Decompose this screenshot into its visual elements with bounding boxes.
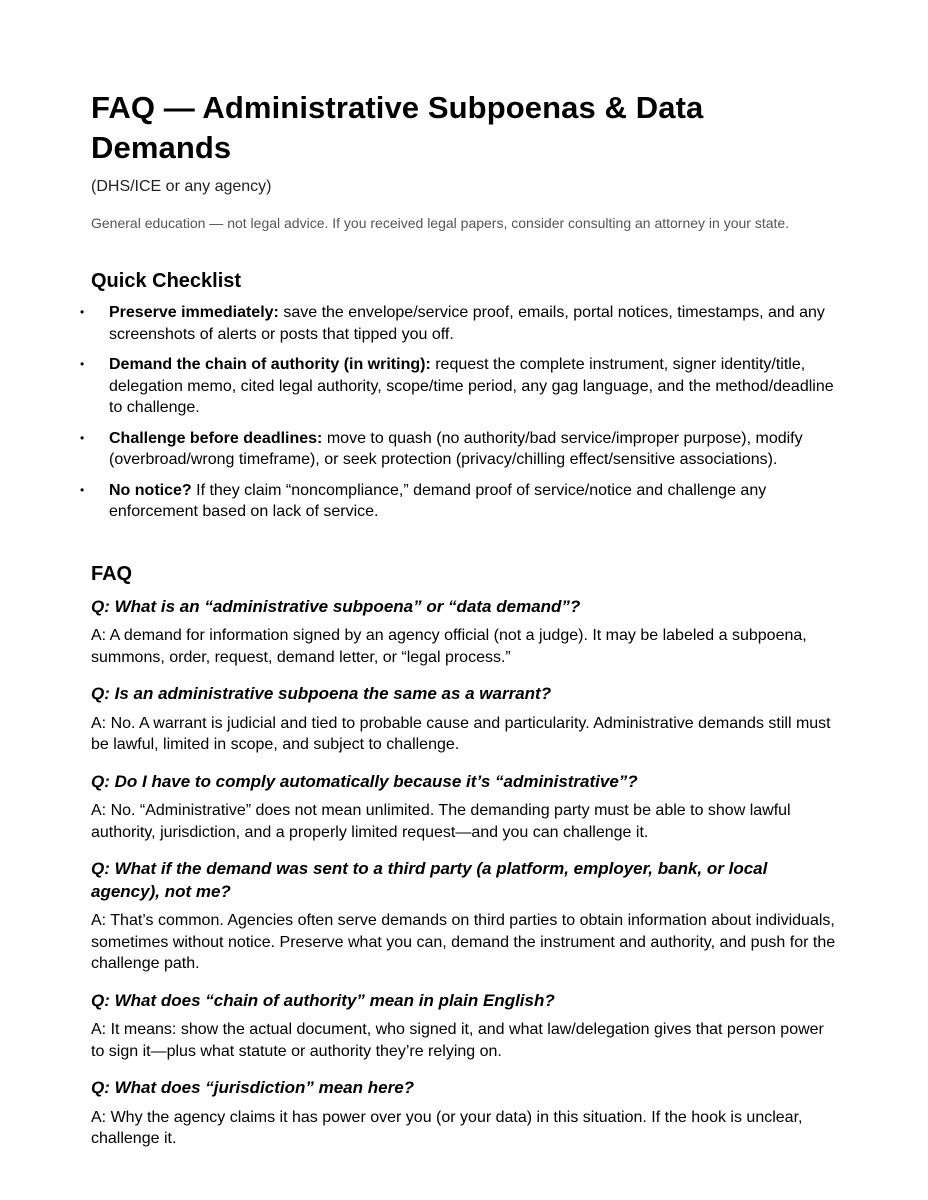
checklist-item-text: move to quash (no authority/bad service/improper purpose), modify (overbroad/wrong timeframe), or seek protection (privacy/chilling effect/sensitive associations). (109, 429, 803, 468)
bullet-icon: • (80, 357, 85, 371)
faq-item (91, 771, 840, 844)
faq-answer: A: It means: show the actual document, who signed it, and what law/delegation gives that person power to sign it—plus what statute or authority they’re relying on. (91, 1021, 824, 1060)
faq-question: Q: What if the demand was sent to a third party (a platform, employer, bank, or local agency), not me? (91, 859, 768, 901)
disclaimer-text: General education — not legal advice. If you received legal papers, consider consulting an attorney in your state. (91, 215, 790, 231)
page-title: FAQ — Administrative Subpoenas & Data Demands (91, 90, 704, 165)
faq-item (91, 1077, 840, 1150)
checklist (80, 302, 840, 523)
checklist-item-no-notice (80, 480, 840, 523)
page-subtitle: (DHS/ICE or any agency) (91, 178, 272, 195)
faq-heading: FAQ (91, 562, 133, 585)
faq-list (91, 596, 840, 1150)
checklist-item-preserve (80, 302, 840, 345)
faq-question: Q: What does “chain of authority” mean in plain English? (91, 990, 555, 1010)
faq-answer: A: Why the agency claims it has power over you (or your data) in this situation. If the hook is unclear, challenge it. (91, 1108, 803, 1147)
faq-item (91, 990, 840, 1063)
faq-answer: A: A demand for information signed by an agency official (not a judge). It may be labeled a subpoena, summons, order, request, demand letter, or “legal process.” (91, 627, 807, 666)
bullet-icon: • (80, 482, 85, 497)
checklist-item-text: save the envelope/service proof, emails, portal notices, timestamps, and any screenshots of alerts or posts that tipped you off. (109, 304, 825, 343)
faq-item (91, 683, 840, 756)
faq-item (91, 596, 840, 669)
faq-answer: A: That’s common. Agencies often serve demands on third parties to obtain information about individuals, sometimes without notice. Preserve what you can, demand the instrument and authority, and push for the challenge path. (91, 912, 836, 972)
checklist-item-text: If they claim “noncompliance,” demand proof of service/notice and challenge any enforcement based on lack of service. (109, 481, 767, 520)
faq-answer: A: No. A warrant is judicial and tied to probable cause and particularity. Administrative demands still must be lawful, limited in scope, and subject to challenge. (91, 714, 831, 753)
faq-question: Q: Do I have to comply automatically because it’s “administrative”? (91, 771, 638, 791)
checklist-item-chain-of-authority (80, 354, 840, 419)
faq-item (91, 858, 840, 975)
bullet-icon: • (80, 305, 85, 319)
checklist-item-label: Challenge before deadlines: (109, 429, 323, 447)
faq-question: Q: What is an “administrative subpoena” or “data demand”? (91, 596, 581, 616)
bullet-icon: • (80, 430, 85, 445)
faq-question: Q: Is an administrative subpoena the same as a warrant? (91, 684, 552, 703)
faq-answer: A: No. “Administrative” does not mean unlimited. The demanding party must be able to show lawful authority, jurisdiction, and a properly limited request—and you can challenge it. (91, 802, 791, 841)
checklist-heading: Quick Checklist (91, 270, 242, 292)
checklist-item-label: No notice? (109, 481, 192, 499)
checklist-item-challenge (80, 428, 840, 471)
checklist-item-text: request the complete instrument, signer identity/title, delegation memo, cited legal authority, scope/time period, any gag language, and the method/deadline to challenge. (109, 356, 834, 416)
checklist-item-label: Preserve immediately: (109, 304, 279, 321)
faq-question: Q: What does “jurisdiction” mean here? (91, 1078, 415, 1097)
checklist-item-label: Demand the chain of authority (in writing): (109, 356, 431, 373)
